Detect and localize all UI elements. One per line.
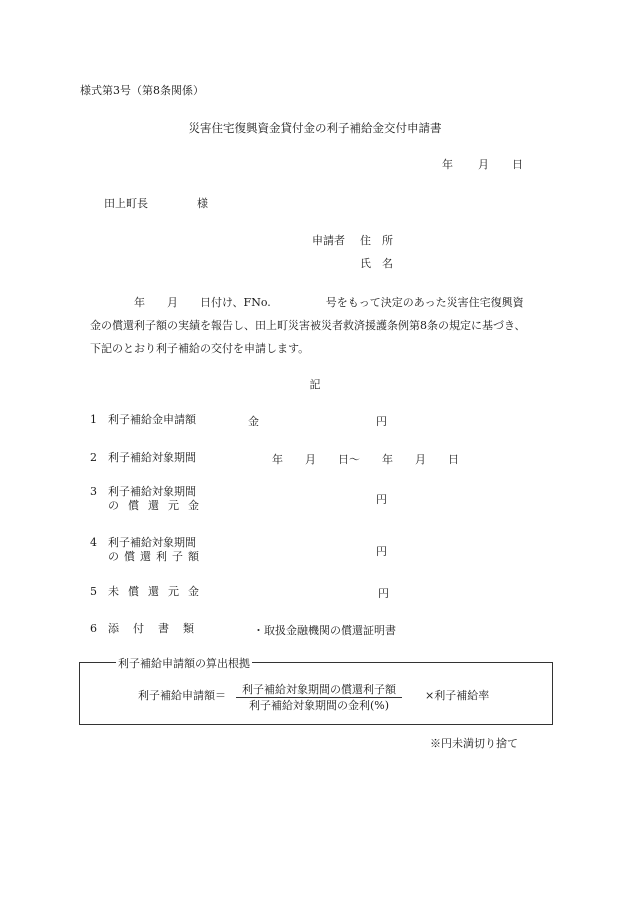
item-3-label-line-2: の償還元金 [108, 499, 208, 512]
item-6-attachment: ・取扱金融機関の償還証明書 [253, 624, 396, 637]
calculation-lhs: 利子補給申請額＝ [138, 689, 226, 702]
item-2-period-range: 年 月 日～ 年 月 日 [272, 453, 459, 466]
body-line-3: 下記のとおり利子補給の交付を申請します。 [90, 342, 310, 355]
applicant-label: 申請者 [312, 234, 345, 247]
item-1-label: 利子補給金申請額 [108, 413, 196, 426]
applicant-name-label: 氏 名 [360, 257, 393, 270]
item-4-number: 4 [90, 536, 97, 549]
form-number: 様式第3号（第8条関係） [80, 84, 204, 97]
document-title: 災害住宅復興資金貸付金の利子補給金交付申請書 [188, 121, 442, 135]
item-1-kin: 金 [248, 415, 259, 428]
calculation-rhs: ×利子補給率 [425, 689, 490, 702]
item-4-yen: 円 [376, 545, 387, 558]
applicant-address-label: 住 所 [360, 234, 393, 247]
item-6-label: 添付書類 [108, 622, 208, 635]
item-2-label: 利子補給対象期間 [108, 451, 196, 464]
item-2-number: 2 [90, 451, 97, 464]
item-3-number: 3 [90, 485, 97, 498]
date-month-label: 月 [478, 158, 489, 171]
item-1-number: 1 [90, 413, 97, 426]
addressee-honorific: 様 [197, 197, 208, 210]
calculation-legend: 利子補給申請額の算出根拠 [118, 657, 250, 670]
item-3-label-line-1: 利子補給対象期間 [108, 485, 196, 498]
item-6-number: 6 [90, 622, 97, 635]
item-1-yen: 円 [376, 415, 387, 428]
item-5-yen: 円 [378, 587, 389, 600]
ki-heading: 記 [309, 378, 321, 391]
calculation-fraction [236, 683, 402, 713]
footnote: ※円未満切り捨て [430, 737, 518, 750]
body-paragraph [90, 291, 570, 360]
calculation-box [79, 657, 553, 725]
item-5-label: 未償還元金 [108, 585, 208, 598]
body-line-1: 年 月 日付け、FNo. 号をもって決定のあった災害住宅復興資 [90, 296, 524, 309]
date-year-label: 年 [442, 158, 453, 171]
item-4-label-line-2: の償還利子額 [108, 550, 204, 563]
item-3-yen: 円 [376, 493, 387, 506]
calculation-denominator: 利子補給対象期間の金利(%) [248, 699, 390, 712]
addressee-name: 田上町長 [104, 197, 148, 210]
date-day-label: 日 [512, 158, 523, 171]
item-4-label-line-1: 利子補給対象期間 [108, 536, 196, 549]
calculation-numerator: 利子補給対象期間の償還利子額 [236, 683, 402, 698]
body-line-2: 金の償還利子額の実績を報告し、田上町災害被災者救済援護条例第8条の規定に基づき、 [90, 319, 526, 332]
item-5-number: 5 [90, 585, 97, 598]
